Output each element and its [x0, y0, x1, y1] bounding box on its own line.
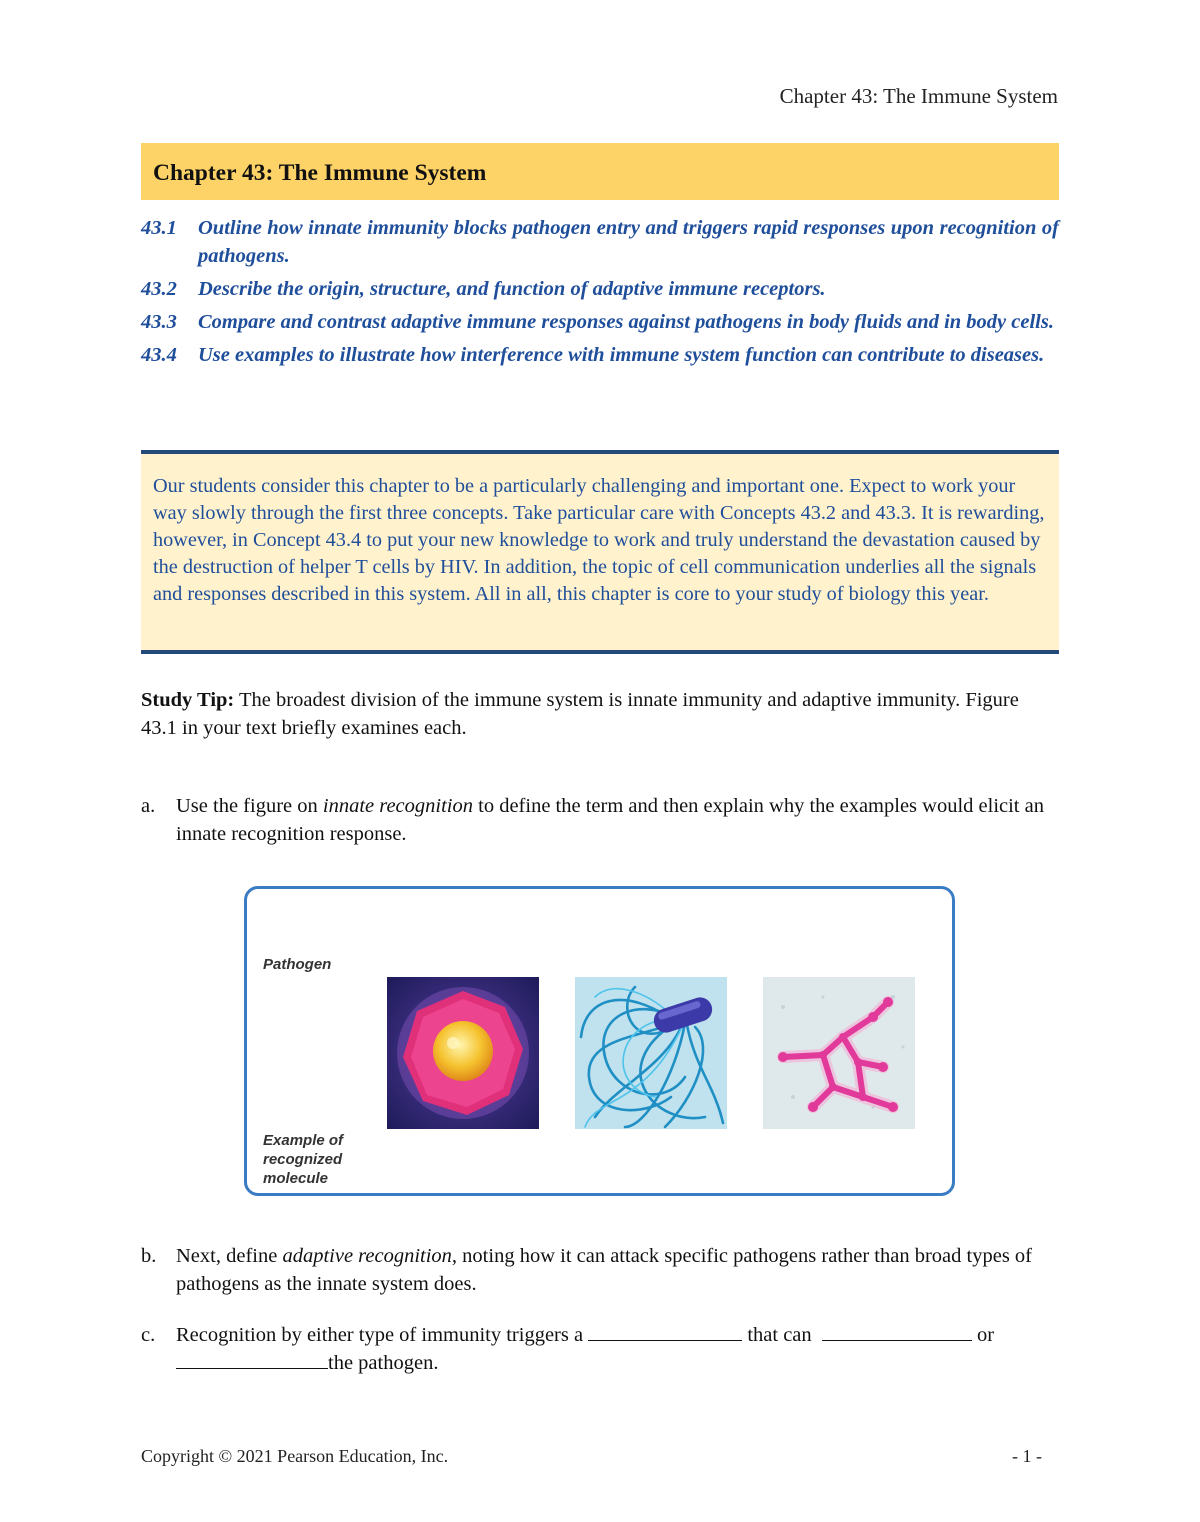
virus-image [387, 977, 539, 1129]
question-text-part: Use the figure on [176, 795, 323, 817]
objective-text: Compare and contrast adaptive immune responses against pathogens in body fluids and in body cells. [198, 311, 1054, 333]
question-text [176, 1321, 1059, 1377]
question-a [141, 792, 1059, 848]
question-text-part: to define the term and then explain why the examples would elicit an innate recognition response. [176, 795, 1044, 845]
objective-number: 43.1 [141, 217, 177, 239]
question-text-part: that can [742, 1324, 817, 1346]
objective-number: 43.4 [141, 344, 177, 366]
running-header: Chapter 43: The Immune System [779, 84, 1058, 108]
student-note-text: Our students consider this chapter to be a particularly challenging and important one. Expect to work your way slowly through the first three concepts. Take particular care with Concepts 43.2 and 43.3. It is rewarding, however, in Concept 43.4 to put your new knowledge to work and truly understand the devastation caused by the destruction of helper T cells by HIV. In addition, the topic of cell communication underlies all the signals and responses described in this system. All in all, this chapter is core to your study of biology this year. [153, 475, 1045, 605]
question-text-part: or [971, 1324, 995, 1346]
figure-label-recognized-molecule [263, 1131, 343, 1188]
question-text-part: Recognition by either type of immunity triggers a [176, 1324, 589, 1346]
figure-label-line: molecule [263, 1170, 329, 1187]
question-term: adaptive recognition [282, 1245, 452, 1267]
bacterium-micrograph [575, 977, 727, 1129]
chapter-title: Chapter 43: The Immune System [141, 143, 1059, 200]
study-tip-text: The broadest division of the immune system is innate immunity and adaptive immunity. Figure 43.1 in your text briefly examines each. [141, 689, 1019, 739]
fill-in-blank[interactable] [588, 1322, 742, 1341]
figure-label-line: Example of [263, 1132, 344, 1149]
learning-objectives [141, 214, 1059, 374]
objective-number: 43.3 [141, 311, 177, 333]
virus-micrograph [387, 977, 539, 1129]
objective-item [141, 341, 1059, 369]
copyright-footer: Copyright © 2021 Pearson Education, Inc. [141, 1446, 449, 1466]
objective-number: 43.2 [141, 278, 177, 300]
objective-item [141, 308, 1059, 336]
study-tip-label: Study Tip: [141, 689, 235, 711]
question-letter: c. [141, 1324, 156, 1346]
objective-text: Describe the origin, structure, and function of adaptive immune receptors. [198, 278, 826, 300]
page-number: - 1 - [1012, 1446, 1042, 1466]
question-text-part: the pathogen. [328, 1352, 439, 1374]
question-b [141, 1242, 1059, 1298]
question-term: innate recognition [322, 795, 473, 817]
bacterium-image [575, 977, 727, 1129]
question-text [176, 1242, 1059, 1298]
fill-in-blank[interactable] [822, 1322, 972, 1341]
fungus-micrograph [763, 977, 915, 1129]
objective-text: Outline how innate immunity blocks pathogen entry and triggers rapid responses upon recognition of pathogens. [198, 217, 1059, 267]
innate-recognition-figure [244, 886, 955, 1196]
student-note-box [141, 450, 1059, 654]
figure-label-line: recognized [263, 1151, 343, 1168]
fungus-image [763, 977, 915, 1129]
objective-item [141, 275, 1059, 303]
objective-text: Use examples to illustrate how interference with immune system function can contribute to diseases. [198, 344, 1045, 366]
question-letter: a. [141, 795, 156, 817]
question-text [176, 792, 1059, 848]
study-tip [141, 686, 1059, 742]
question-letter: b. [141, 1245, 157, 1267]
figure-label-pathogen: Pathogen [263, 956, 332, 973]
question-text-part: Next, define [176, 1245, 283, 1267]
question-text-part: , noting how it can attack specific pathogens rather than broad types of pathogens as the innate system does. [176, 1245, 1032, 1295]
objective-item [141, 214, 1059, 270]
question-c [141, 1321, 1059, 1377]
fill-in-blank[interactable] [176, 1350, 328, 1369]
